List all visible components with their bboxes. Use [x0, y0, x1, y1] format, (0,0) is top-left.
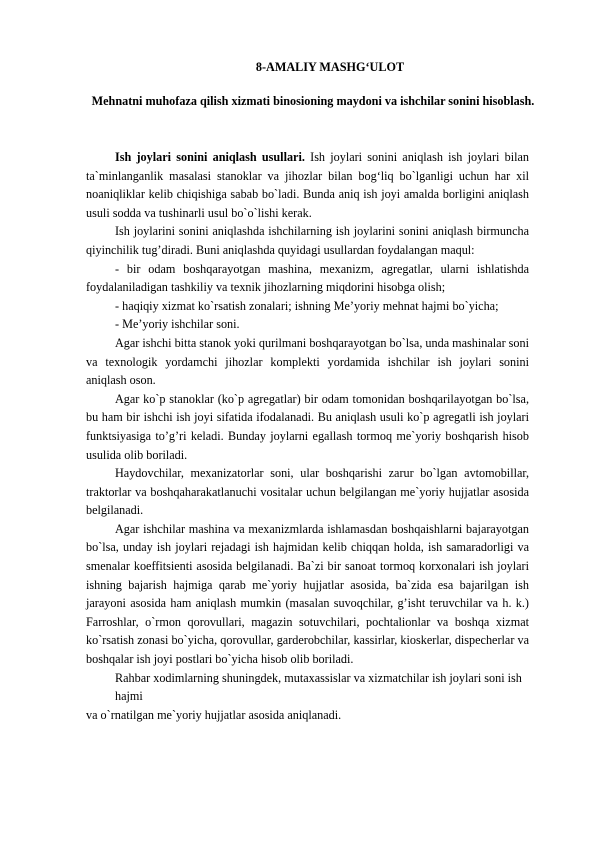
document-title: 8-AMALIY MASHG‘ULOT: [255, 60, 405, 74]
paragraph-8: va o`rnatilgan me`yoriy hujjatlar asosida aniqlanadi.: [86, 707, 342, 722]
document-subtitle: Mehnatni muhofaza qilish xizmati binosioning maydoni va ishchilar sonini hisoblash.: [91, 94, 535, 108]
list-item-2: - haqiqiy xizmat ko`rsatish zonalari; ishning Me’yoriy mehnat hajmi bo`yicha;: [115, 298, 499, 313]
paragraph-4: Agar ko`p stanoklar (ko`p agregatlar) bir odam tomonidan boshqarilayotgan bo`lsa, bu ham bir ishchi ish joyi sifatida ifodalanadi. Bu aniqlash usuli ko`p agregatli ish joylari funktsiyasiga to’g’ri keladi. Bunday joylarni egallash tormoq me`yoriy boshqarish hisob usulida olib boriladi.: [86, 391, 529, 462]
paragraph-6: Agar ishchilar mashina va mexanizmlarda ishlamasdan boshqaishlarni bajarayotgan bo`lsa, unday ish joylari rejadagi ish hajmidan kelib chiqqan holda, ish samaradorligi va smenalar koeffitsienti asosida belgilanadi. Ba`zi bir sanoat tormoq korxonalari ish joylari ishning bajarish hajmiga qarab me`yoriy hujjatlar asosida, ba`zida esa bajarilgan ish jarayoni asosida ham aniqlash mumkin (masalan suvoqchilar, g’isht teruvchilar va h. k.) Farroshlar, o`rmon qorovullari, magazin sotuvchilari, pochtalionlar va boshqa xizmat ko`rsatish zonasi bo`yicha, qorovullar, garderobchilar, kassirlar, kioskerlar, dispecherlar va boshqalar ish joyi postlari bo`yicha hisob olib boriladi.: [86, 521, 529, 667]
paragraph-3: Agar ishchi bitta stanok yoki qurilmani boshqarayotgan bo`lsa, unda mashinalar soni va texnologik yordamchi jihozlar komplekti yordamida ishchilar ish joylari sonini aniqlash oson.: [86, 335, 529, 388]
paragraph-1-lead: Ish joylari sonini aniqlash usullari.: [115, 150, 305, 164]
document-body: [86, 148, 529, 724]
list-item-1: - bir odam boshqarayotgan mashina, mexanizm, agregatlar, ularni ishlatishda foydalaniladigan tashkiliy va texnik jihozlarning miqdorini hisobga olish;: [86, 261, 529, 295]
paragraph-1: [86, 148, 529, 222]
list-item-3: - Me’yoriy ishchilar soni.: [115, 317, 240, 332]
paragraph-7: Rahbar xodimlarning shuningdek, mutaxassislar va xizmatchilar ish joylari soni ish hajmi: [115, 670, 522, 704]
paragraph-5: Haydovchilar, mexanizatorlar soni, ular boshqarishi zarur bo`lgan avtomobillar, traktorlar va boshqaharakatlanuchi vositalar uchun belgilangan me`yoriy hujjatlar asosida belgilanadi.: [86, 466, 529, 518]
paragraph-1-text: Ish joylari sonini aniqlash ish joylari bilan ta`minlanganlik masalasi stanoklar va jihozlar bilan bog‘liq bo`lganligi uchun har xil noaniqliklar kelib chiqishiga sabab bo`ladi. Bunda aniq ish joyi amalda borligini aniqlash usuli sodda va tushinarli usul bo`o`lishi kerak.: [86, 150, 530, 220]
paragraph-2: Ish joylarini sonini aniqlashda ishchilarning ish joylarini sonini aniqlash birmuncha qiyinchilik tug’diradi. Buni aniqlashda quyidagi usullardan foydalangan maqul:: [86, 224, 529, 257]
